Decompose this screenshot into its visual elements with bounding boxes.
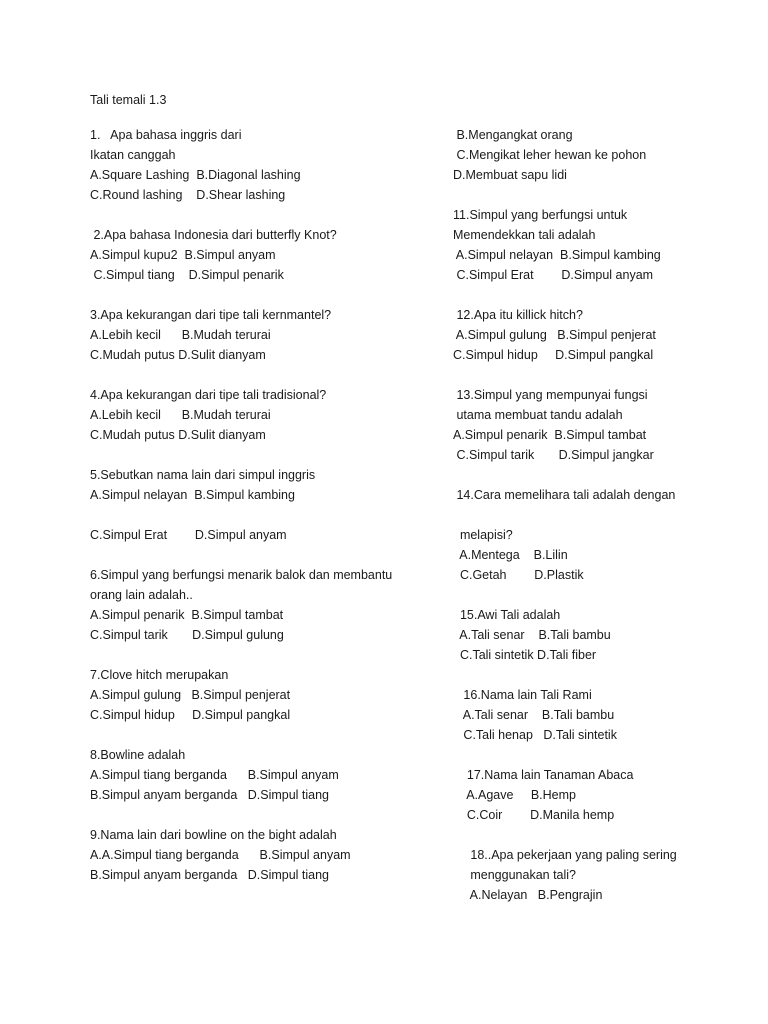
left-text-line: A.Lebih kecil B.Mudah terurai — [90, 408, 271, 422]
left-text-line: orang lain adalah.. — [90, 588, 193, 602]
left-text-line: B.Simpul anyam berganda D.Simpul tiang — [90, 868, 330, 882]
left-text-line: A.A.Simpul tiang berganda B.Simpul anyam — [90, 848, 351, 862]
left-blank-line — [90, 445, 430, 465]
right-text-line: C.Getah D.Plastik — [453, 568, 584, 582]
right-text-line: melapisi? — [453, 528, 513, 542]
right-blank-line — [453, 365, 753, 385]
left-text-line: A.Simpul tiang berganda B.Simpul anyam — [90, 768, 339, 782]
right-text-line: 18..Apa pekerjaan yang paling sering — [453, 848, 677, 862]
left-text-line: C.Mudah putus D.Sulit dianyam — [90, 348, 266, 362]
left-text-line: A.Simpul penarik B.Simpul tambat — [90, 608, 284, 622]
left-text-line: 4.Apa kekurangan dari tipe tali tradisional? — [90, 388, 327, 402]
right-text-line: A.Simpul gulung B.Simpul penjerat — [453, 328, 656, 342]
right-text-line: menggunakan tali? — [453, 868, 576, 882]
left-text-line: A.Square Lashing B.Diagonal lashing — [90, 168, 301, 182]
right-text-line: A.Agave B.Hemp — [453, 788, 576, 802]
left-text-line: C.Mudah putus D.Sulit dianyam — [90, 428, 266, 442]
right-text-line: C.Coir D.Manila hemp — [453, 808, 615, 822]
left-text-line: C.Round lashing D.Shear lashing — [90, 188, 286, 202]
left-text-line: A.Lebih kecil B.Mudah terurai — [90, 328, 271, 342]
right-text-line: C.Simpul hidup D.Simpul pangkal — [453, 348, 654, 362]
right-text-line: 11.Simpul yang berfungsi untuk — [453, 208, 628, 222]
right-blank-line — [453, 465, 753, 485]
right-text-line: 12.Apa itu killick hitch? — [453, 308, 583, 322]
right-text-line: C.Mengikat leher hewan ke pohon — [453, 148, 647, 162]
left-text-line: B.Simpul anyam berganda D.Simpul tiang — [90, 788, 330, 802]
left-text-line: C.Simpul Erat D.Simpul anyam — [90, 528, 287, 542]
left-blank-line — [90, 725, 430, 745]
right-text-line: A.Simpul penarik B.Simpul tambat — [453, 428, 647, 442]
right-text-line: C.Simpul Erat D.Simpul anyam — [453, 268, 654, 282]
right-blank-line — [453, 665, 753, 685]
left-text-line: C.Simpul tarik D.Simpul gulung — [90, 628, 284, 642]
right-blank-line — [453, 505, 753, 525]
left-text-line: 1. Apa bahasa inggris dari — [90, 128, 242, 142]
right-text-line: A.Mentega B.Lilin — [453, 548, 568, 562]
left-text-line: 3.Apa kekurangan dari tipe tali kernmantel? — [90, 308, 332, 322]
left-text-line: A.Simpul kupu2 B.Simpul anyam — [90, 248, 276, 262]
right-text-line: C.Tali sintetik D.Tali fiber — [453, 648, 597, 662]
right-text-line: A.Tali senar B.Tali bambu — [453, 708, 615, 722]
right-text-line: utama membuat tandu adalah — [453, 408, 623, 422]
left-text-line: Ikatan canggah — [90, 148, 176, 162]
right-text-line: A.Simpul nelayan B.Simpul kambing — [453, 248, 661, 262]
right-text-line: Memendekkan tali adalah — [453, 228, 596, 242]
right-text-line: A.Nelayan B.Pengrajin — [453, 888, 603, 902]
left-blank-line — [90, 365, 430, 385]
left-column — [90, 125, 430, 885]
document-title: Tali temali 1.3 — [90, 93, 167, 107]
left-blank-line — [90, 285, 430, 305]
left-text-line: A.Simpul gulung B.Simpul penjerat — [90, 688, 291, 702]
left-text-line: 8.Bowline adalah — [90, 748, 186, 762]
right-text-line: D.Membuat sapu lidi — [453, 168, 567, 182]
right-column — [453, 125, 753, 905]
left-blank-line — [90, 645, 430, 665]
left-text-line: A.Simpul nelayan B.Simpul kambing — [90, 488, 295, 502]
left-blank-line — [90, 205, 430, 225]
left-blank-line — [90, 505, 430, 525]
right-text-line: C.Tali henap D.Tali sintetik — [453, 728, 617, 742]
right-blank-line — [453, 745, 753, 765]
left-text-line: 9.Nama lain dari bowline on the bight adalah — [90, 828, 337, 842]
right-text-line: 17.Nama lain Tanaman Abaca — [453, 768, 634, 782]
right-blank-line — [453, 285, 753, 305]
right-text-line: 16.Nama lain Tali Rami — [453, 688, 592, 702]
left-blank-line — [90, 805, 430, 825]
right-text-line: 14.Cara memelihara tali adalah dengan — [453, 488, 676, 502]
left-text-line: 7.Clove hitch merupakan — [90, 668, 229, 682]
right-text-line: C.Simpul tarik D.Simpul jangkar — [453, 448, 654, 462]
left-text-line: C.Simpul hidup D.Simpul pangkal — [90, 708, 291, 722]
right-text-line: 13.Simpul yang mempunyai fungsi — [453, 388, 648, 402]
left-text-line: 5.Sebutkan nama lain dari simpul inggris — [90, 468, 316, 482]
right-blank-line — [453, 585, 753, 605]
right-text-line: A.Tali senar B.Tali bambu — [453, 628, 611, 642]
left-text-line: 6.Simpul yang berfungsi menarik balok dan membantu — [90, 568, 393, 582]
left-text-line: C.Simpul tiang D.Simpul penarik — [90, 268, 284, 282]
right-blank-line — [453, 185, 753, 205]
right-text-line: 15.Awi Tali adalah — [453, 608, 561, 622]
right-text-line: B.Mengangkat orang — [453, 128, 573, 142]
right-blank-line — [453, 825, 753, 845]
left-blank-line — [90, 545, 430, 565]
left-text-line: 2.Apa bahasa Indonesia dari butterfly Knot? — [90, 228, 337, 242]
